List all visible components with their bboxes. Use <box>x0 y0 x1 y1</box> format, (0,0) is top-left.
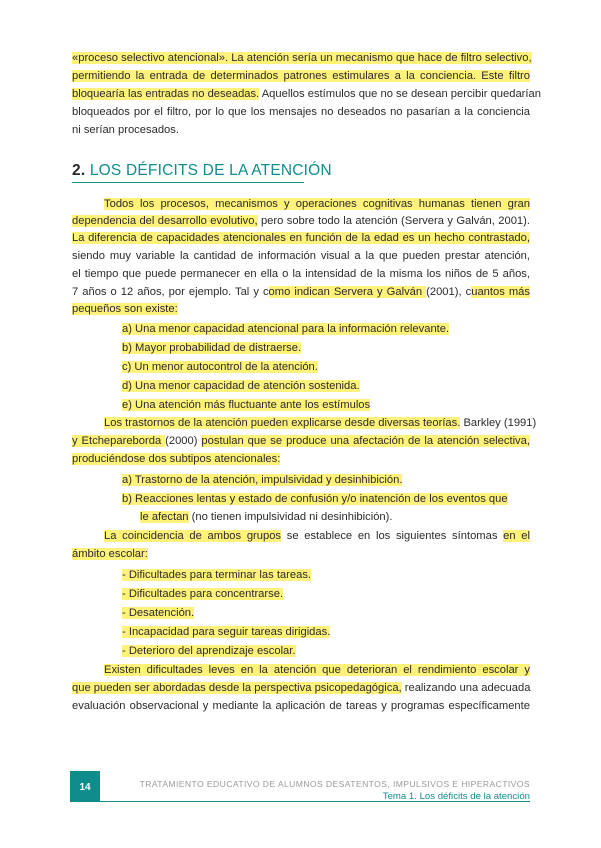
highlight: - Incapacidad para seguir tareas dirigidas. <box>122 626 331 638</box>
highlight: b) Mayor probabilidad de distraerse. <box>122 342 302 354</box>
highlight: - Desatención. <box>122 607 195 619</box>
text: (2001), c <box>426 286 472 298</box>
highlight: - Dificultades para terminar las tareas. <box>122 569 312 581</box>
text: evaluación observacional y mediante la aplicación de tareas y programas específicamente <box>72 700 530 712</box>
highlight: a) Una menor capacidad atencional para la información relevante. <box>122 323 450 335</box>
highlight: bloquearía las entradas no deseadas. <box>72 88 260 100</box>
text: el tiempo que puede permanecer en ella o la intensidad de la misma los niños de 5 años, <box>72 268 530 280</box>
page-number: 14 <box>79 782 91 793</box>
p4-line-2 <box>72 680 530 696</box>
intro-line-2 <box>72 68 530 84</box>
highlight: c) Un menor autocontrol de la atención. <box>122 361 318 373</box>
highlight: omo indican Servera y Galván <box>268 286 427 298</box>
heading-underline <box>72 182 304 183</box>
highlight: - Dificultades para concentrarse. <box>122 588 284 600</box>
text: realizando una adecuada <box>401 682 531 694</box>
highlight: «proceso selectivo atencional». La atención sería un mecanismo que hace de filtro selectivo, <box>72 52 532 64</box>
footer-book-title: TRATAMIENTO EDUCATIVO DE ALUMNOS DESATENTOS, IMPULSIVOS E HIPERACTIVOS <box>139 779 530 789</box>
section-title: LOS DÉFICITS DE LA ATENCIÓN <box>89 162 332 179</box>
highlight: ámbito escolar: <box>72 548 148 560</box>
text: (no tienen impulsividad ni desinhibición). <box>188 511 393 523</box>
text: Barkley (1991) <box>460 417 537 429</box>
intro-line-4 <box>72 104 530 120</box>
text: se establece en los siguientes síntomas <box>281 530 504 542</box>
p3-line-1 <box>104 528 530 544</box>
list-item <box>122 567 311 583</box>
footer-chapter: Tema 1. Los déficits de la atención <box>382 791 530 802</box>
p4-line-1 <box>104 662 530 678</box>
text: ni serían procesados. <box>72 124 179 136</box>
list-item <box>122 491 508 507</box>
highlight: produciéndose dos subtipos atencionales: <box>72 453 281 465</box>
p1-line-6 <box>72 284 530 300</box>
list-item <box>122 340 301 356</box>
text: 7 años o 12 años, por ejemplo. Tal y c <box>72 286 269 298</box>
highlight: Los trastornos de la atención pueden explicarse desde diversas teorías. <box>104 417 461 429</box>
text: bloqueados por el filtro, por lo que los mensajes no deseados no pasarían a la conciencia <box>72 106 530 118</box>
p2-line-2 <box>72 433 530 449</box>
p4-line-3 <box>72 698 530 714</box>
intro-line-5 <box>72 122 530 138</box>
p1-line-4 <box>72 248 530 264</box>
highlight: Existen dificultades leves en la atención que deterioran el rendimiento escolar y <box>104 664 530 676</box>
highlight: permitiendo la entrada de determinados patrones estimulares a la conciencia. Este filtro <box>72 70 530 82</box>
text: siendo muy variable la cantidad de información visual a la que pueden prestar atención, <box>72 250 530 262</box>
p2-line-1 <box>104 415 537 431</box>
list-item <box>122 378 360 394</box>
p1-line-7 <box>72 301 530 317</box>
highlight: Todos los procesos, mecanismos y operaciones cognitivas humanas tienen gran <box>104 198 530 210</box>
highlight: dependencia del desarrollo evolutivo, <box>72 215 258 227</box>
list-item <box>122 605 194 621</box>
highlight: - Deterioro del aprendizaje escolar. <box>122 645 296 657</box>
p1-line-3 <box>72 230 530 246</box>
list-item <box>122 472 402 488</box>
p1-line-2 <box>72 213 530 229</box>
highlight: pequeños son existe: <box>72 303 178 315</box>
text: Aquellos estímulos que no se desean percibir quedarían <box>259 88 541 100</box>
list-item <box>122 359 318 375</box>
highlight: postulan que se produce una afectación de la atención selectiva, <box>201 435 530 447</box>
list-item <box>122 397 370 413</box>
p3-line-2 <box>72 546 530 562</box>
highlight: d) Una menor capacidad de atención sostenida. <box>122 380 360 392</box>
list-item <box>122 643 296 659</box>
list-item <box>122 624 330 640</box>
highlight: le afectan <box>140 511 189 523</box>
highlight: b) Reacciones lentas y estado de confusión y/o inatención de los eventos que <box>122 493 508 505</box>
highlight: que pueden ser abordadas desde la perspectiva psicopedagógica, <box>72 682 402 694</box>
section-number: 2. <box>72 162 86 179</box>
highlight: e) Una atención más fluctuante ante los estímulos <box>122 399 371 411</box>
highlight: La diferencia de capacidades atencionales en función de la edad es un hecho contrastado, <box>72 232 530 244</box>
highlight: en el <box>503 530 530 542</box>
list-item <box>122 586 283 602</box>
highlight: y Etchepareborda <box>72 435 166 447</box>
section-heading <box>72 162 332 180</box>
intro-line-3 <box>72 86 541 102</box>
intro-line-1 <box>72 50 530 66</box>
highlight: uantos más <box>471 286 530 298</box>
list-item-continuation <box>140 509 393 525</box>
p1-line-1 <box>104 196 530 212</box>
text: (2000) <box>165 435 202 447</box>
highlight: La coincidencia de ambos grupos <box>104 530 282 542</box>
highlight: a) Trastorno de la atención, impulsividad y desinhibición. <box>122 474 403 486</box>
p2-line-3 <box>72 451 530 467</box>
p1-line-5 <box>72 266 530 282</box>
text: pero sobre todo la atención (Servera y Galván, 2001). <box>257 215 530 227</box>
list-item <box>122 321 449 337</box>
